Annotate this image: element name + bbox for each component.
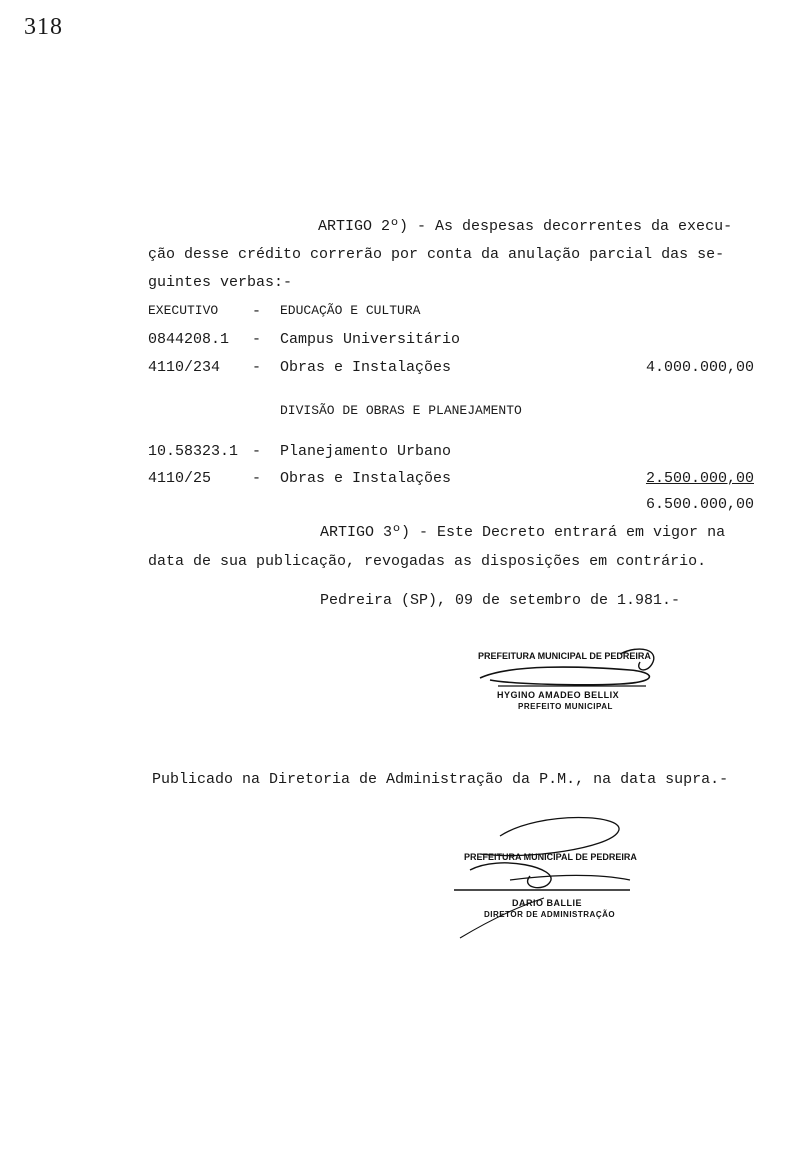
row-b2-amount: 2.500.000,00 [645, 470, 754, 487]
mayor-role: PREFEITO MUNICIPAL [518, 702, 613, 711]
artigo2-line3: guintes verbas:- [148, 274, 293, 291]
row-b2-code: 4110/25 [148, 470, 212, 487]
mayor-stamp: PREFEITURA MUNICIPAL DE PEDREIRA [478, 651, 651, 661]
artigo2-line2: ção desse crédito correrão por conta da anulação parcial das se- [148, 246, 725, 263]
director-signature-scribble [440, 810, 660, 950]
page-number: 318 [24, 14, 63, 40]
director-role: DIRETOR DE ADMINISTRAÇÃO [484, 910, 616, 919]
section-executivo-dash: - [252, 303, 262, 320]
row-a2-amount: 4.000.000,00 [645, 359, 754, 376]
section-executivo-label: EXECUTIVO [148, 303, 219, 318]
row-b2-dash: - [252, 470, 262, 487]
artigo2-line1: ARTIGO 2º) - As despesas decorrentes da execu- [318, 218, 733, 235]
artigo3-line2: data de sua publicação, revogadas as disposições em contrário. [148, 553, 707, 570]
row-a2-desc: Obras e Instalações [280, 359, 452, 376]
row-b2-desc: Obras e Instalações [280, 470, 452, 487]
mayor-name: HYGINO AMADEO BELLIX [497, 690, 620, 700]
director-name: DARIO BALLIE [512, 898, 582, 908]
row-b1-dash: - [252, 443, 262, 460]
director-stamp: PREFEITURA MUNICIPAL DE PEDREIRA [464, 852, 637, 862]
row-b1-code: 10.58323.1 [148, 443, 239, 460]
artigo3-line1: ARTIGO 3º) - Este Decreto entrará em vigor na [320, 524, 726, 541]
row-a2-code: 4110/234 [148, 359, 221, 376]
row-b1-desc: Planejamento Urbano [280, 443, 452, 460]
row-a1-dash: - [252, 331, 262, 348]
section-executivo-title: EDUCAÇÃO E CULTURA [280, 303, 421, 318]
section-divisao-title: DIVISÃO DE OBRAS E PLANEJAMENTO [280, 403, 522, 418]
row-a2-dash: - [252, 359, 262, 376]
row-a1-desc: Campus Universitário [280, 331, 461, 348]
row-a1-code: 0844208.1 [148, 331, 230, 348]
publication-note: Publicado na Diretoria de Administração da P.M., na data supra.- [152, 771, 729, 788]
place-date: Pedreira (SP), 09 de setembro de 1.981.- [320, 592, 681, 609]
total-amount: 6.500.000,00 [645, 496, 754, 513]
